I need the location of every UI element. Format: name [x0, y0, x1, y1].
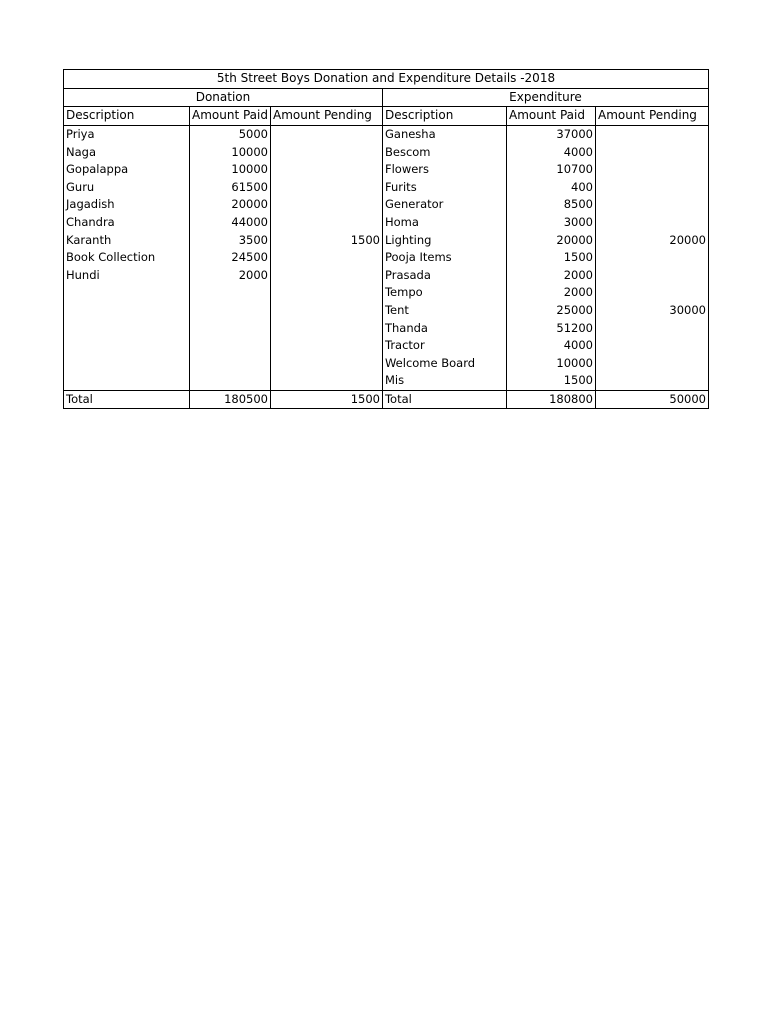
expenditure-amount-paid-cell: 10700 [506, 161, 595, 179]
donation-amount-paid-cell [190, 319, 271, 337]
expenditure-description-cell: Tent [382, 302, 506, 320]
expenditure-amount-pending-cell [595, 337, 708, 355]
donation-amount-paid-cell: 61500 [231, 179, 268, 194]
sheet-title: 5th Street Boys Donation and Expenditure Details -2018 [64, 70, 709, 89]
donation-amount-pending-cell [270, 319, 382, 337]
expenditure-total-label: Total [382, 390, 506, 409]
donation-description-cell: Book Collection [64, 249, 190, 267]
expenditure-amount-paid-cell: 8500 [506, 196, 595, 214]
expenditure-amount-paid-cell: 2000 [506, 267, 595, 285]
donation-amount-paid-cell: 10000 [231, 144, 268, 159]
donation-amount-pending-cell [270, 302, 382, 320]
expenditure-description-cell: Welcome Board [382, 355, 506, 373]
donation-description-cell [64, 319, 190, 337]
expenditure-amount-paid-cell: 3000 [506, 214, 595, 232]
expenditure-amount-paid-header: Amount Paid [506, 107, 595, 126]
expenditure-description-header: Description [382, 107, 506, 126]
expenditure-description-cell: Tractor [382, 337, 506, 355]
expenditure-amount-pending-cell [595, 355, 708, 373]
donation-amount-paid-cell [190, 284, 271, 302]
donation-amount-paid-cell: 24500 [231, 250, 268, 265]
expenditure-amount-pending-cell [595, 179, 708, 197]
expenditure-description-cell: Generator [382, 196, 506, 214]
donation-amount-paid-cell: 2000 [238, 267, 268, 282]
expenditure-amount-pending-cell [595, 284, 708, 302]
donation-amount-paid-cell: 44000 [231, 215, 268, 230]
expenditure-amount-pending-cell [595, 372, 708, 390]
donation-description-cell [64, 337, 190, 355]
expenditure-description-cell: Mis [382, 372, 506, 390]
expenditure-description-cell: Ganesha [382, 125, 506, 143]
expenditure-description-cell: Pooja Items [382, 249, 506, 267]
donation-section-header: Donation [64, 88, 383, 107]
expenditure-amount-paid-cell: 25000 [506, 302, 595, 320]
expenditure-amount-pending-cell [595, 125, 708, 143]
donation-description-cell [64, 355, 190, 373]
table-row [64, 125, 709, 143]
expenditure-amount-paid-cell: 4000 [506, 143, 595, 161]
donation-amount-paid-cell [190, 355, 271, 373]
donation-amount-paid-cell: 3500 [238, 232, 268, 247]
donation-amount-paid-cell: 20000 [231, 197, 268, 212]
expenditure-amount-paid-cell: 37000 [506, 125, 595, 143]
donation-amount-pending-cell [270, 161, 382, 179]
donation-description-cell: Chandra [64, 214, 190, 232]
table-row [64, 372, 709, 390]
donation-description-cell: Naga [64, 143, 190, 161]
table-row [64, 337, 709, 355]
expenditure-amount-pending-cell [595, 249, 708, 267]
expenditure-amount-pending-cell: 20000 [595, 231, 708, 249]
expenditure-amount-pending-cell [595, 196, 708, 214]
donation-amount-pending-cell [270, 249, 382, 267]
donation-amount-pending-cell [270, 125, 382, 143]
donation-description-cell: Jagadish [64, 196, 190, 214]
donation-description-cell [64, 302, 190, 320]
expenditure-amount-paid-cell: 2000 [506, 284, 595, 302]
table-row [64, 161, 709, 179]
table-row [64, 214, 709, 232]
expenditure-description-cell: Bescom [382, 143, 506, 161]
donation-amount-pending-cell [270, 355, 382, 373]
table-row [64, 249, 709, 267]
table-row [64, 179, 709, 197]
expenditure-amount-pending-header: Amount Pending [595, 107, 708, 126]
expenditure-description-cell: Furits [382, 179, 506, 197]
donation-amount-paid-cell [190, 302, 271, 320]
expenditure-amount-pending-cell [595, 143, 708, 161]
expenditure-description-cell: Thanda [382, 319, 506, 337]
expenditure-amount-paid-cell: 10000 [506, 355, 595, 373]
donation-description-cell: Guru [64, 179, 190, 197]
table-row [64, 319, 709, 337]
donation-total-label: Total [64, 390, 190, 409]
donation-total-pending: 1500 [270, 390, 382, 409]
expenditure-amount-paid-cell: 400 [506, 179, 595, 197]
table-row [64, 284, 709, 302]
expenditure-description-cell: Tempo [382, 284, 506, 302]
donation-description-cell [64, 372, 190, 390]
donation-total-paid: 180500 [190, 390, 271, 409]
table-row [64, 231, 709, 249]
expenditure-description-cell: Homa [382, 214, 506, 232]
donation-amount-pending-cell [270, 179, 382, 197]
donation-amount-pending-header: Amount Pending [270, 107, 382, 126]
expenditure-amount-paid-cell: 4000 [506, 337, 595, 355]
expenditure-amount-pending-cell [595, 319, 708, 337]
donation-amount-paid-cell [190, 337, 271, 355]
expenditure-amount-pending-cell [595, 267, 708, 285]
expenditure-section-header: Expenditure [382, 88, 708, 107]
donation-amount-pending-cell [270, 196, 382, 214]
table-row [64, 355, 709, 373]
donation-amount-pending-cell: 1500 [270, 231, 382, 249]
expenditure-amount-pending-cell [595, 214, 708, 232]
donation-description-cell [64, 284, 190, 302]
table-row [64, 196, 709, 214]
donation-amount-pending-cell [270, 337, 382, 355]
donation-amount-paid-cell: 10000 [231, 162, 268, 177]
donation-description-header: Description [64, 107, 190, 126]
expenditure-amount-pending-cell: 30000 [595, 302, 708, 320]
donation-description-cell: Hundi [64, 267, 190, 285]
table-row [64, 143, 709, 161]
donation-amount-pending-cell [270, 284, 382, 302]
expenditure-description-cell: Prasada [382, 267, 506, 285]
donation-amount-paid-cell [190, 372, 271, 390]
expenditure-description-cell: Flowers [382, 161, 506, 179]
donation-description-cell: Gopalappa [64, 161, 190, 179]
table-row [64, 302, 709, 320]
expenditure-amount-paid-cell: 51200 [506, 319, 595, 337]
donation-description-cell: Priya [64, 125, 190, 143]
expenditure-amount-paid-cell: 20000 [506, 231, 595, 249]
donation-amount-pending-cell [270, 267, 382, 285]
donation-amount-pending-cell [270, 372, 382, 390]
donation-amount-paid-header: Amount Paid [190, 107, 271, 126]
expenditure-total-paid: 180800 [506, 390, 595, 409]
expenditure-description-cell: Lighting [382, 231, 506, 249]
donation-amount-pending-cell [270, 143, 382, 161]
expenditure-amount-pending-cell [595, 161, 708, 179]
expenditure-amount-paid-cell: 1500 [506, 249, 595, 267]
expenditure-amount-paid-cell: 1500 [506, 372, 595, 390]
donation-amount-pending-cell [270, 214, 382, 232]
total-row [64, 390, 709, 409]
table-row [64, 267, 709, 285]
donation-description-cell: Karanth [64, 231, 190, 249]
expenditure-total-pending: 50000 [595, 390, 708, 409]
donation-amount-paid-cell: 5000 [238, 127, 268, 142]
donation-expenditure-table [63, 69, 709, 409]
